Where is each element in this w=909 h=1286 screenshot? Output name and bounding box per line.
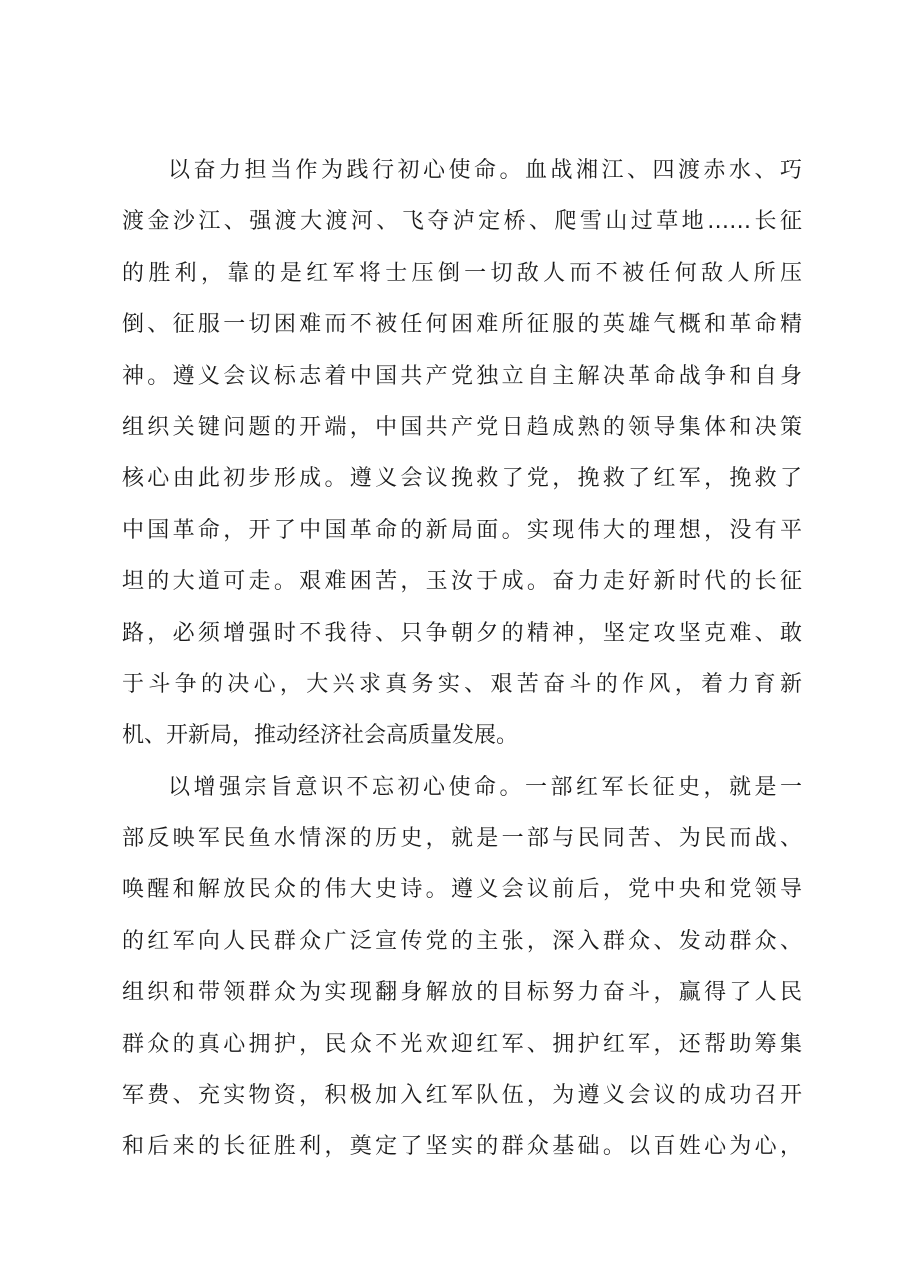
paragraph-1-line-1: 以奋力担当作为践行初心使命。血战湘江、四渡赤水、巧 — [168, 158, 802, 183]
paragraph-1-line-11: 于斗争的决心，大兴求真务实、艰苦奋斗的作风，着力育新 — [122, 671, 802, 697]
paragraph-1-line-3: 的胜利，靠的是红军将士压倒一切敌人而不被任何敌人所压 — [122, 260, 802, 286]
paragraph-2-line-6: 群众的真心拥护，民众不光欢迎红军、拥护红军，还帮助筹集 — [122, 1031, 802, 1057]
paragraph-1-line-7: 核心由此初步形成。遵义会议挽救了党，挽救了红军，挽救了 — [122, 466, 802, 492]
paragraph-1-line-12: 机、开新局，推动经济社会高质量发展。 — [122, 723, 519, 749]
paragraph-2-line-1: 以增强宗旨意识不忘初心使命。一部红军长征史，就是一 — [168, 774, 802, 800]
paragraph-1-line-2: 渡金沙江、强渡大渡河、飞夺泸定桥、爬雪山过草地……长征 — [122, 209, 802, 235]
document-body — [122, 145, 802, 1173]
paragraph-1-line-4: 倒、征服一切困难而不被任何困难所征服的英雄气概和革命精 — [122, 312, 802, 338]
paragraph-2-line-4: 的红军向人民群众广泛宣传党的主张，深入群众、发动群众、 — [122, 928, 802, 954]
paragraph-1-line-5: 神。遵义会议标志着中国共产党独立自主解决革命战争和自身 — [122, 363, 802, 389]
paragraph-1-line-8: 中国革命，开了中国革命的新局面。实现伟大的理想，没有平 — [122, 517, 802, 543]
paragraph-1-line-9: 坦的大道可走。艰难困苦，玉汝于成。奋力走好新时代的长征 — [122, 569, 802, 595]
paragraph-2-line-5: 组织和带领群众为实现翻身解放的目标努力奋斗，赢得了人民 — [122, 980, 802, 1006]
paragraph-2-line-7: 军费、充实物资，积极加入红军队伍，为遵义会议的成功召开 — [122, 1083, 802, 1109]
paragraph-2-line-2: 部反映军民鱼水情深的历史，就是一部与民同苦、为民而战、 — [122, 826, 802, 852]
paragraph-1-line-6: 组织关键问题的开端，中国共产党日趋成熟的领导集体和决策 — [122, 414, 802, 440]
paragraph-2-line-8: 和后来的长征胜利，奠定了坚实的群众基础。以百姓心为心， — [122, 1134, 802, 1160]
paragraph-1-line-10: 路，必须增强时不我待、只争朝夕的精神，坚定攻坚克难、敢 — [122, 620, 802, 646]
paragraph-2-line-3: 唤醒和解放民众的伟大史诗。遵义会议前后，党中央和党领导 — [122, 877, 802, 903]
